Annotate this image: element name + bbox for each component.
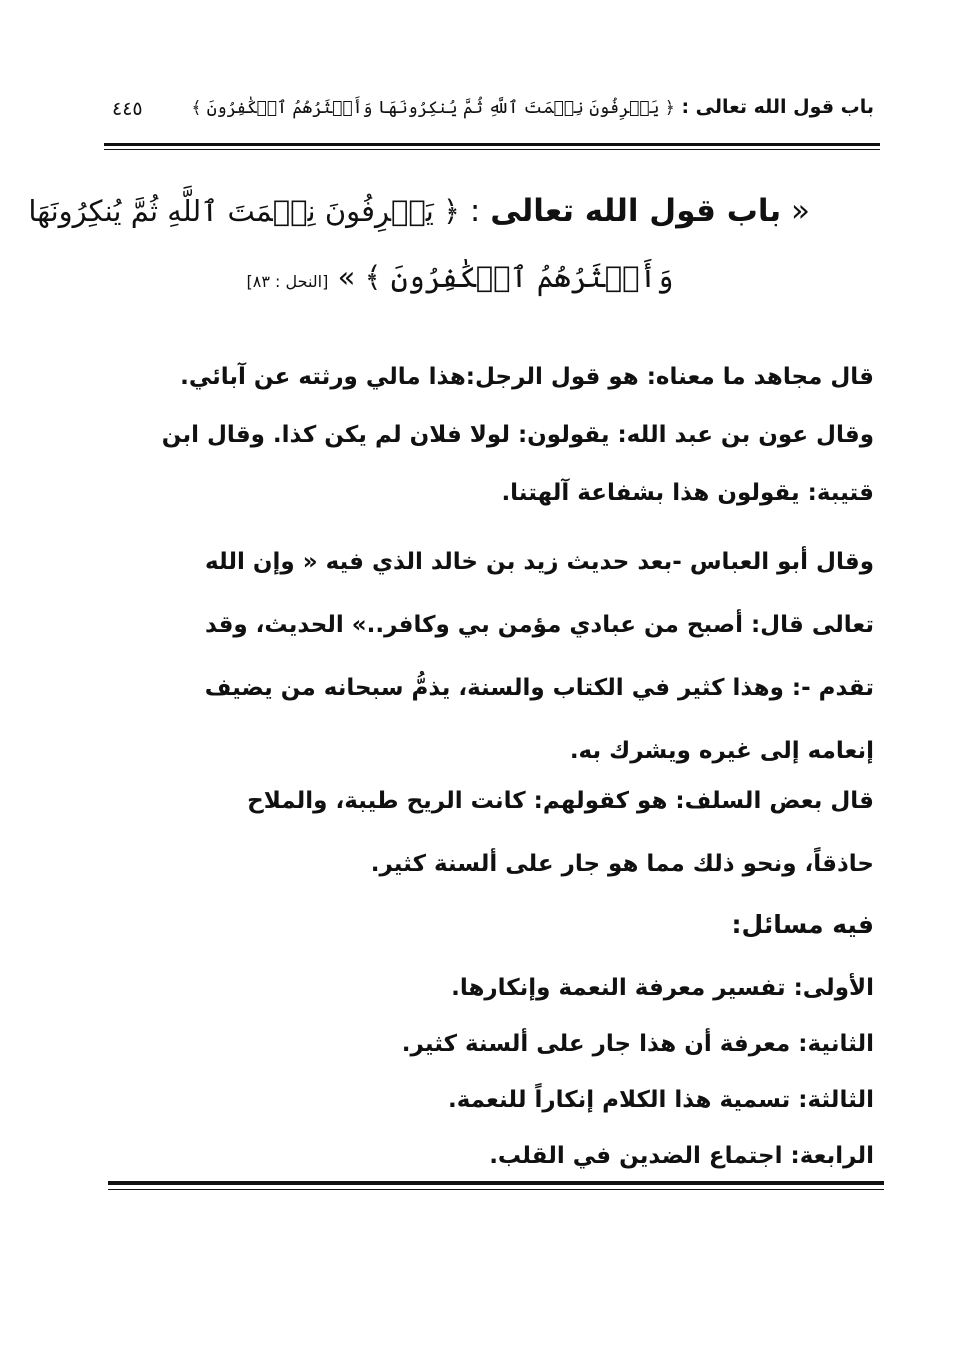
paragraph-salaf — [104, 770, 874, 896]
chapter-bab: باب قول الله تعالى — [490, 193, 782, 229]
paragraph-mujahid — [104, 348, 874, 522]
paragraph-line: حاذقاً، ونحو ذلك مما هو جار على ألسنة كثير. — [370, 851, 874, 877]
footer-divider — [108, 1181, 884, 1185]
issue-item: الرابعة: اجتماع الضدين في القلب. — [489, 1143, 874, 1169]
chapter-title-line-1 — [28, 185, 810, 237]
open-quote: « — [791, 193, 810, 229]
verse-reference: [النحل : ٨٣] — [246, 272, 329, 291]
issues-heading: فيه مسائل: — [731, 910, 874, 939]
paragraph-line: إنعامه إلى غيره ويشرك به. — [569, 738, 874, 764]
paragraph-line: تعالى قال: أصبح من عبادي مؤمن بي وكافر..» الحديث، وقد — [205, 612, 874, 638]
paragraph-line: قال مجاهد ما معناه: هو قول الرجل:هذا مالي ورثته عن آبائي. — [180, 364, 874, 390]
close-quote: » — [337, 260, 356, 294]
header-title — [191, 96, 874, 118]
paragraph-line: قتيبة: يقولون هذا بشفاعة آلهتنا. — [501, 480, 874, 506]
header-verse: ﴿ يَعۡرِفُونَ نِعۡمَتَ ٱللَّهِ ثُمَّ يُنكِرُونَهَا وَأَكۡثَرُهُمُ ٱلۡكَٰفِرُونَ ﴾ — [191, 98, 675, 118]
header-title-bold: باب قول الله تعالى : — [681, 96, 874, 118]
running-header — [104, 92, 874, 132]
chapter-title-line-2 — [110, 249, 810, 310]
chapter-verse-part-2: وَأَكۡثَرُهُمُ ٱلۡكَٰفِرُونَ ﴾ — [364, 260, 674, 294]
paragraph-line: وقال عون بن عبد الله: يقولون: لولا فلان لم يكن كذا. وقال ابن — [161, 422, 874, 448]
issues-list — [104, 960, 874, 1184]
header-divider-thin — [104, 149, 880, 150]
paragraph-line: وقال أبو العباس -بعد حديث زيد بن خالد الذي فيه « وإن الله — [205, 549, 874, 575]
issue-item: الثالثة: تسمية هذا الكلام إنكاراً للنعمة. — [447, 1087, 874, 1113]
footer-divider-thin — [108, 1189, 884, 1190]
paragraph-abu-al-abbas — [104, 531, 874, 783]
paragraph-line: قال بعض السلف: هو كقولهم: كانت الريح طيبة، والملاح — [247, 788, 874, 814]
chapter-verse-part-1: ﴿ يَعۡرِفُونَ نِعۡمَتَ ٱللَّهِ ثُمَّ يُنكِرُونَهَا — [28, 194, 461, 228]
page-number: ٤٤٥ — [112, 98, 143, 120]
header-divider — [104, 143, 880, 146]
issue-item: الأولى: تفسير معرفة النعمة وإنكارها. — [451, 975, 874, 1001]
issue-item: الثانية: معرفة أن هذا جار على ألسنة كثير. — [401, 1031, 874, 1057]
paragraph-line: تقدم -: وهذا كثير في الكتاب والسنة، يذمُّ سبحانه من يضيف — [204, 675, 874, 701]
chapter-colon: : — [469, 193, 491, 229]
chapter-title — [28, 185, 810, 310]
